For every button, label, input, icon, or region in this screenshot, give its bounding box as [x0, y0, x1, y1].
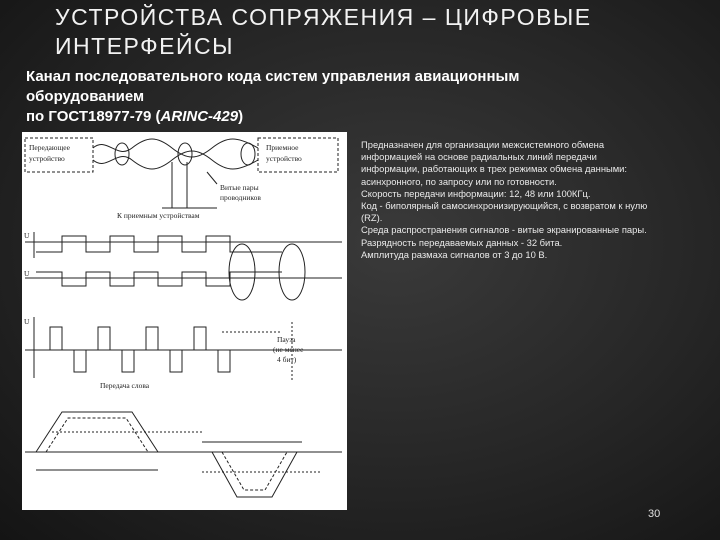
transmitter-label-1: Передающее	[29, 143, 70, 152]
slide-title	[55, 3, 675, 61]
description-line: Амплитуда размаха сигналов от 3 до 10 В.	[361, 248, 548, 260]
description-line: Среда распространения сигналов - витые экранированные пары.	[361, 224, 647, 236]
transmitter-label-2: устройство	[29, 154, 65, 163]
waveform-figure	[22, 132, 347, 510]
subtitle-standard-name: ARINC-429	[160, 108, 239, 125]
receiver-label-2: устройство	[266, 154, 302, 163]
subtitle-line-3-suffix: )	[238, 108, 244, 125]
description-line: (RZ).	[361, 212, 383, 224]
to-receivers-label: К приемным устройствам	[117, 211, 200, 220]
description-line: Разрядность передаваемых данных - 32 бита.	[361, 236, 563, 248]
description-line: информацией на основе радиальных линий передачи	[361, 151, 597, 163]
twisted-pair-label-1: Витые пары	[220, 183, 259, 192]
description-line: Код - биполярный самосинхронизирующийся, с возвратом к нулю	[361, 200, 648, 212]
pause-label-1: Пауза	[277, 335, 296, 344]
subtitle-line-2: оборудованием	[26, 88, 145, 105]
description-line: Предназначен для организации межсистемного обмена	[361, 139, 605, 150]
title-line-2: ИНТЕРФЕЙСЫ	[55, 33, 234, 59]
axis-label-uab: U	[24, 317, 30, 326]
page-number: 30	[648, 508, 661, 520]
description-line: Скорость передачи информации: 12, 48 или 100КГц.	[361, 187, 591, 199]
twisted-pair-a	[93, 139, 258, 157]
axis-label-ub: U	[24, 269, 30, 278]
word-transfer-label: Передача слова	[100, 381, 150, 390]
subtitle-line-1: Канал последовательного кода систем управления авиационным	[26, 68, 520, 85]
description-text	[361, 139, 683, 261]
description-line: асинхронного, по запросу или по готовности.	[361, 175, 557, 187]
waveform-diagram	[22, 132, 347, 510]
twisted-pair-b	[93, 151, 258, 169]
axis-label-ua: U	[24, 231, 30, 240]
waveform-ub	[36, 272, 282, 286]
pulse-shape	[36, 412, 342, 497]
receiver-label-1: Приемное	[266, 143, 299, 152]
waveform-ua	[36, 236, 282, 252]
title-line-1: УСТРОЙСТВА СОПРЯЖЕНИЯ – ЦИФРОВЫЕ	[55, 4, 592, 30]
description-line: информации, работающих в трех режимах обмена данными:	[361, 163, 628, 175]
slide-subtitle	[26, 67, 666, 127]
pause-label-3: 4 бит)	[277, 355, 297, 364]
subtitle-line-3-prefix: по ГОСТ18977-79 (	[26, 108, 161, 125]
twisted-pair-label-2: проводников	[220, 193, 261, 202]
pause-label-2: (не менее	[273, 345, 304, 354]
